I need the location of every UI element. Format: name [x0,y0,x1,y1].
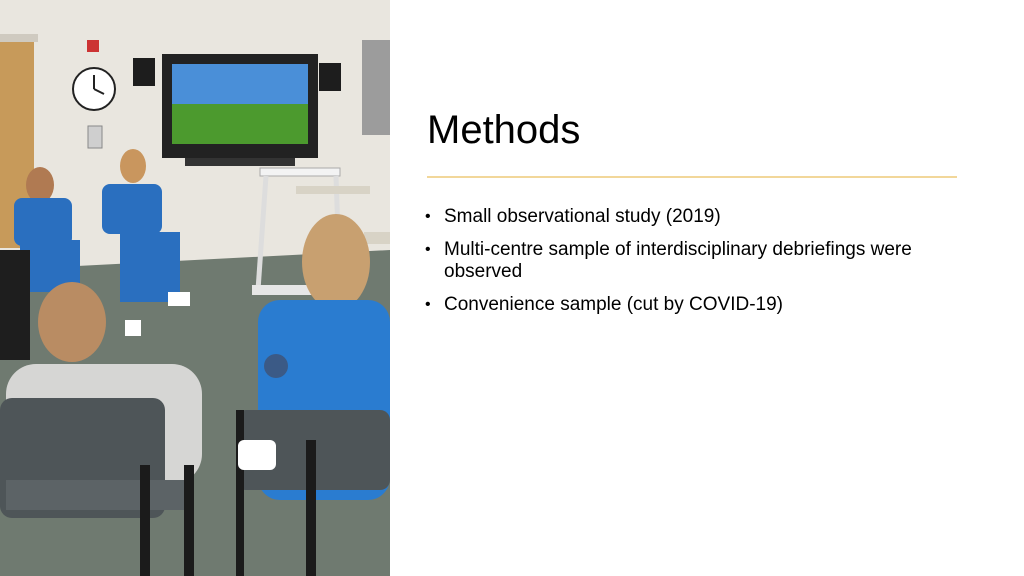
bullet-icon: • [425,241,431,258]
title-divider [427,176,957,178]
bullet-item [424,239,964,283]
bullet-text: Multi-centre sample of interdisciplinary debriefings were observed [444,239,912,282]
bullet-icon: • [425,296,431,313]
bullet-text: Convenience sample (cut by COVID-19) [444,294,783,315]
bullet-list [424,206,964,327]
bullet-item [424,294,964,316]
bullet-icon: • [425,208,431,225]
slide-title: Methods [427,108,581,152]
bullet-text: Small observational study (2019) [444,206,721,227]
bullet-item [424,206,964,228]
classroom-photo [0,0,390,576]
